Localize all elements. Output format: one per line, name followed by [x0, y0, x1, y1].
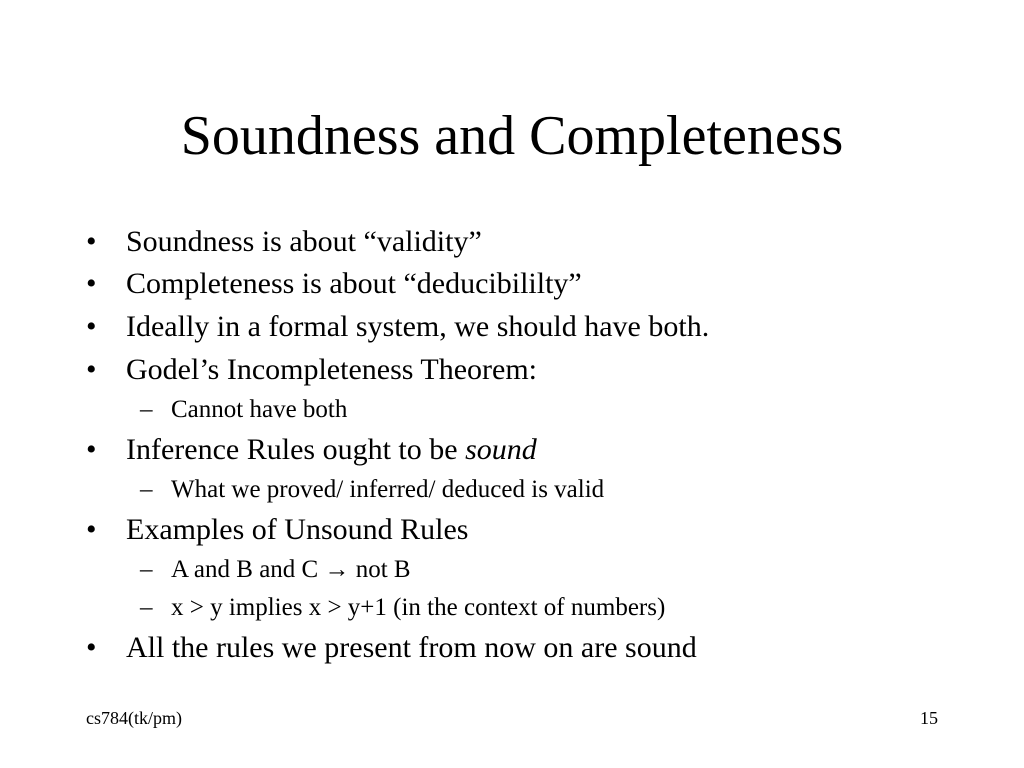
bullet-marker: •	[86, 513, 97, 546]
sub-bullet-marker: –	[140, 556, 153, 583]
sub-bullet-text: x > y implies x > y+1 (in the context of numbers)	[171, 594, 666, 621]
emphasis-text: sound	[465, 433, 537, 466]
sub-bullet-text: Cannot have both	[171, 396, 348, 423]
sub-bullet-marker: –	[140, 476, 153, 503]
bullet-item	[86, 630, 697, 666]
bullet-text: Godel’s Incompleteness Theorem:	[126, 353, 538, 386]
bullet-item	[86, 266, 582, 302]
sub-bullet-item	[140, 395, 347, 425]
bullet-text: Completeness is about “deducibililty”	[126, 267, 582, 300]
bullet-item	[86, 432, 537, 468]
sub-bullet-text: A and B and C → not B	[171, 556, 411, 583]
sub-bullet-marker: –	[140, 396, 153, 423]
bullet-marker: •	[86, 631, 97, 664]
sub-bullet-text: What we proved/ inferred/ deduced is valid	[171, 476, 605, 503]
bullet-item	[86, 352, 537, 388]
bullet-marker: •	[86, 353, 97, 386]
bullet-text	[126, 432, 537, 468]
sub-bullet-item	[140, 475, 604, 505]
bullet-text: Soundness is about “validity”	[126, 225, 482, 258]
slide-title: Soundness and Completeness	[180, 105, 844, 167]
footer-course-label: cs784(tk/pm)	[86, 708, 182, 728]
bullet-text: All the rules we present from now on are sound	[126, 631, 697, 664]
bullet-marker: •	[86, 267, 97, 300]
bullet-item	[86, 224, 482, 260]
bullet-item	[86, 512, 468, 548]
sub-bullet-marker: –	[140, 594, 153, 621]
bullet-text-plain: Inference Rules ought to be	[126, 433, 466, 466]
bullet-text: Examples of Unsound Rules	[126, 513, 469, 546]
sub-bullet-item	[140, 555, 411, 585]
sub-bullet-item	[140, 593, 665, 623]
footer-page-number: 15	[920, 708, 938, 728]
bullet-item	[86, 309, 709, 345]
bullet-marker: •	[86, 433, 97, 466]
bullet-marker: •	[86, 225, 97, 258]
bullet-marker: •	[86, 310, 97, 343]
bullet-text: Ideally in a formal system, we should have both.	[126, 310, 710, 343]
